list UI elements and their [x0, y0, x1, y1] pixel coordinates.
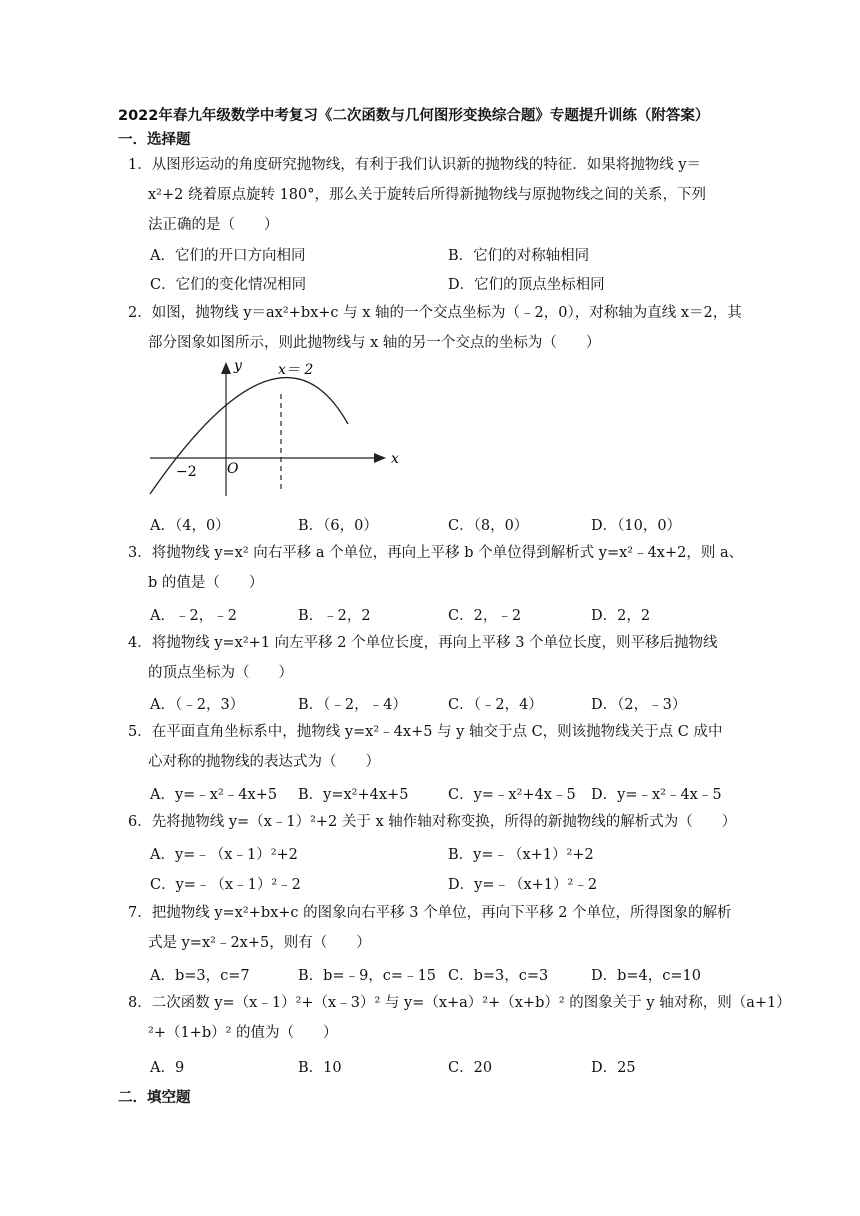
q8-option-d: D．25 [591, 1060, 636, 1076]
parabola-figure [140, 356, 410, 501]
question-7 [128, 898, 734, 958]
q6-option-b: B．y=﹣（x+1）²+2 [448, 847, 594, 863]
q3-line-1: 3．将抛物线 y=x² 向右平移 a 个单位，再向上平移 b 个单位得到解析式 y=x²﹣4x+2，则 a、 [128, 545, 744, 561]
q7-option-c: C．b=3，c=3 [448, 968, 549, 984]
question-8 [128, 988, 791, 1048]
q1-option-b: B．它们的对称轴相同 [448, 248, 590, 264]
question-1 [128, 150, 734, 240]
q8-option-b: B．10 [298, 1060, 342, 1076]
question-4 [128, 628, 734, 688]
y-axis-arrow [221, 362, 231, 374]
q3-line-2: b 的值是（ ） [148, 575, 264, 591]
q6-option-a: A．y=﹣（x﹣1）²+2 [150, 847, 298, 863]
q6-line-1: 6．先将抛物线 y=（x﹣1）²+2 关于 x 轴作轴对称变换，所得的新抛物线的解析式为（ ） [128, 814, 737, 830]
symmetry-axis-label: x＝ 2 [278, 362, 314, 378]
q7-option-a: A．b=3，c=7 [150, 968, 250, 984]
q1-line-3: 法正确的是（ ） [148, 217, 279, 233]
section-heading-fill: 二．填空题 [118, 1090, 191, 1106]
q4-option-c: C．（﹣2，4） [448, 697, 543, 713]
page-title: 2022年春九年级数学中考复习《二次函数与几何图形变换综合题》专题提升训练（附答案） [118, 108, 710, 124]
q2-line-2: 部分图象如图所示，则此抛物线与 x 轴的另一个交点的坐标为（ ） [148, 335, 601, 351]
q7-option-d: D．b=4，c=10 [591, 968, 702, 984]
q5-option-a: A．y=﹣x²﹣4x+5 [150, 787, 278, 803]
q3-option-b: B．﹣2，2 [298, 608, 371, 624]
q4-line-1: 4．将抛物线 y=x²+1 向左平移 2 个单位长度，再向上平移 3 个单位长度，则平移后抛物线 [128, 635, 718, 651]
q2-option-c: C．（8，0） [448, 518, 529, 534]
x-axis-label: x [391, 451, 399, 467]
q8-option-a: A．9 [150, 1060, 185, 1076]
q5-option-d: D．y=﹣x²﹣4x﹣5 [591, 787, 722, 803]
q1-option-d: D．它们的顶点坐标相同 [448, 277, 605, 293]
origin-label: O [227, 461, 239, 477]
q4-option-b: B．（﹣2，﹣4） [298, 697, 407, 713]
x-axis-arrow [374, 453, 386, 463]
q2-option-d: D．（10，0） [591, 518, 682, 534]
q7-line-1: 7．把抛物线 y=x²+bx+c 的图象向右平移 3 个单位，再向下平移 2 个单位，所得图象的解析 [128, 905, 732, 921]
q1-line-1: 1．从图形运动的角度研究抛物线，有利于我们认识新的抛物线的特征．如果将抛物线 y＝ [128, 157, 702, 173]
q6-option-c: C．y=﹣（x﹣1）²﹣2 [150, 877, 301, 893]
q2-line-1: 2．如图，抛物线 y＝ax²+bx+c 与 x 轴的一个交点坐标为（﹣2，0），对称轴为直线 x＝2，其 [128, 305, 742, 321]
q4-option-d: D．（2，﹣3） [591, 697, 687, 713]
q8-line-2: ²+（1+b）² 的值为（ ） [148, 1025, 338, 1041]
q2-option-a: A．（4，0） [150, 518, 230, 534]
q5-option-c: C．y=﹣x²+4x﹣5 [448, 787, 576, 803]
q7-option-b: B．b=﹣9，c=﹣15 [298, 968, 437, 984]
q6-option-d: D．y=﹣（x+1）²﹣2 [448, 877, 598, 893]
q1-line-2: x²+2 绕着原点旋转 180°，那么关于旋转后所得新抛物线与原抛物线之间的关系，下列 [148, 187, 707, 203]
q4-line-2: 的顶点坐标为（ ） [148, 665, 293, 681]
q4-option-a: A．（﹣2，3） [150, 697, 245, 713]
question-2 [128, 298, 742, 358]
question-3 [128, 538, 744, 598]
q8-line-1: 8．二次函数 y=（x﹣1）²+（x﹣3）² 与 y=（x+a）²+（x+b）² 的图象关于 y 轴对称，则（a+1） [128, 995, 791, 1011]
q1-option-c: C．它们的变化情况相同 [150, 277, 307, 293]
section-heading-choice: 一．选择题 [118, 132, 191, 148]
q3-option-a: A．﹣2，﹣2 [150, 608, 237, 624]
q3-option-c: C．2，﹣2 [448, 608, 522, 624]
q3-option-d: D．2，2 [591, 608, 651, 624]
q5-line-1: 5．在平面直角坐标系中，抛物线 y=x²﹣4x+5 与 y 轴交于点 C，则该抛物线关于点 C 成中 [128, 724, 723, 740]
q8-option-c: C．20 [448, 1060, 493, 1076]
q5-line-2: 心对称的抛物线的表达式为（ ） [148, 754, 380, 770]
question-5 [128, 717, 734, 777]
question-6 [128, 807, 737, 837]
y-axis-label: y [234, 358, 242, 374]
neg-two-label: −2 [176, 464, 197, 480]
q2-option-b: B．（6，0） [298, 518, 378, 534]
q5-option-b: B．y=x²+4x+5 [298, 787, 409, 803]
q1-option-a: A．它们的开口方向相同 [150, 248, 306, 264]
q7-line-2: 式是 y=x²﹣2x+5，则有（ ） [148, 935, 371, 951]
